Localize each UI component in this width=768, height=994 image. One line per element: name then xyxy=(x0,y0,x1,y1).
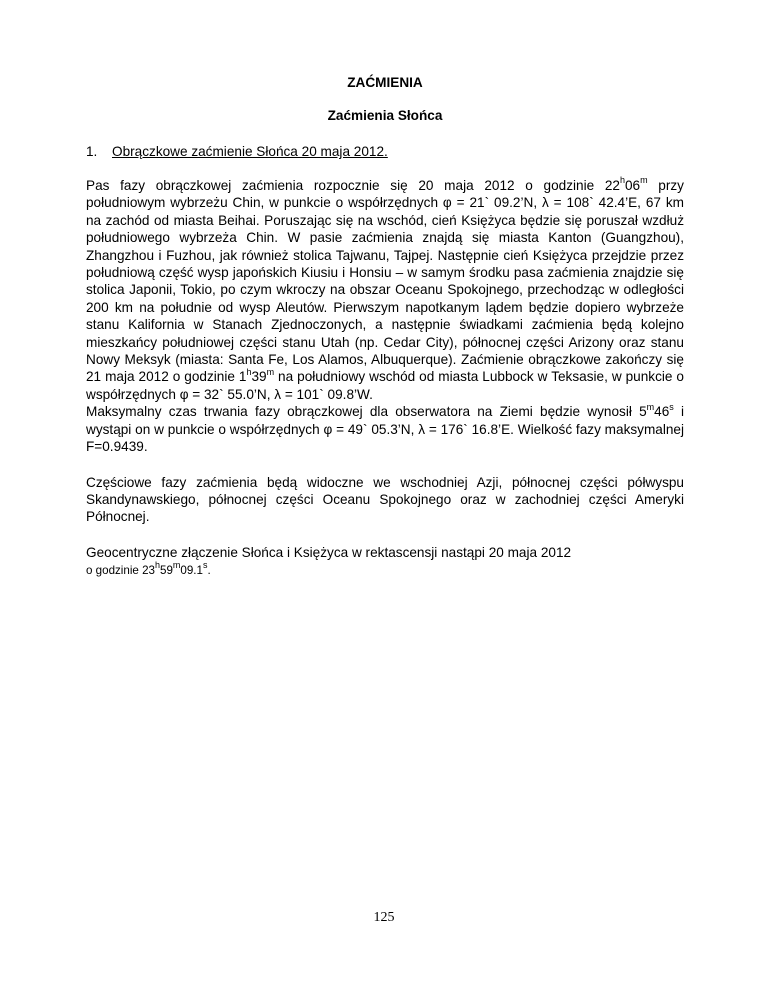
paragraph-annular-path xyxy=(86,177,684,456)
document-page xyxy=(86,70,684,580)
p1-sup-m2: m xyxy=(266,366,275,377)
p3-text-c: 59 xyxy=(160,564,173,578)
page-number: 125 xyxy=(373,910,395,925)
p3-text-e: . xyxy=(207,564,211,578)
p1-text-h: i wystąpi on w punkcie o współrzędnych φ = 49` 05.3’N, λ = 176` 16.8’E. Wielkość fazy maksymalnej F=0.9439. xyxy=(86,404,684,455)
subsection-title-text: Obrączkowe zaćmienie Słońca 20 maja 2012. xyxy=(112,144,388,159)
p1-sup-h: h xyxy=(619,175,625,186)
p1-text-g: 46 xyxy=(654,404,670,420)
p3-text-d: 09.1 xyxy=(180,564,203,578)
p3-text-b-inner: o godzinie 23 xyxy=(86,564,155,578)
p3-sup-h: h xyxy=(154,560,160,571)
page-title: ZAĆMIENIA xyxy=(347,75,423,90)
section-heading: Zaćmienia Słońca xyxy=(327,108,443,123)
paragraph-conjunction xyxy=(86,544,684,580)
p1-text-f: Maksymalny czas trwania fazy obrączkowej dla obserwatora na Ziemi będzie wynosił 5 xyxy=(86,404,647,420)
p1-sup-h2: h xyxy=(246,366,252,377)
p1-sup-s: s xyxy=(669,401,674,412)
subsection-number: 1. xyxy=(86,144,98,159)
p1-sup-m3: m xyxy=(646,401,655,412)
p1-text-e: na południowy wschód od miasta Lubbock w Teksasie, w punkcie o współrzędnych φ = 32` 55.0’N, λ = 101` 09.8’W. xyxy=(86,369,684,402)
p3-text-a: Geocentryczne złączenie Słońca i Księżyca w rektascensji nastąpi 20 maja 2012 xyxy=(86,544,572,560)
p1-text-c: przy południowym wybrzeżu Chin, w punkcie o współrzędnych φ = 21` 09.2’N, λ = 108` 42.4’E, 67 km na zachód od miasta Beihai. Poruszając się na wschód, cień Księżyca będzie się poruszał wzdłuż południowego wybrzeża Chin. W pasie zaćmienia znajdą się miasta Kanton (Guangzhou), Zhangzhou i Fuzhou, jak również stolica Tajwanu, Tajpej. Następnie cień Księżyca przejdzie przez południową część wysp japońskich Kiusiu i Honsiu – w samym środku pasa zaćmienia znajdzie się stolica Japonii, Tokio, po czym wkroczy na obszar Oceanu Spokojnego, przechodząc w odległości 200 km na południe od wysp Aleutów. Pierwszym napotkanym lądem będzie dopiero wybrzeże stanu Kalifornia w Stanach Zjednoczonych, a następnie świadkami zaćmienia będą kolejno mieszkańcy południowej części stanu Utah (np. Cedar City), północnej części Arizony oraz stanu Nowy Meksyk (miasta: Santa Fe, Los Alamos, Albuquerque). Zaćmienie obrączkowe zakończy się 21 maja 2012 o godzinie 1 xyxy=(86,178,684,385)
p3-sup-s: s xyxy=(202,560,208,571)
p1-text-a: Pas fazy obrączkowej zaćmienia rozpocznie się 20 maja 2012 o godzinie 22 xyxy=(86,178,620,193)
p3-text-b xyxy=(86,560,211,578)
subsection-title xyxy=(86,143,684,161)
p3-sup-m: m xyxy=(172,560,181,571)
p1-sup-m: m xyxy=(640,175,648,186)
p1-text-b: 06 xyxy=(624,178,641,193)
p1-text-d: 39 xyxy=(251,369,267,385)
paragraph-partial-phases: Częściowe fazy zaćmienia będą widoczne we wschodniej Azji, północnej części półwyspu Skandynawskiego, północnej części Oceanu Spokojnego oraz w zachodniej części Ameryki Północnej. xyxy=(86,474,684,525)
